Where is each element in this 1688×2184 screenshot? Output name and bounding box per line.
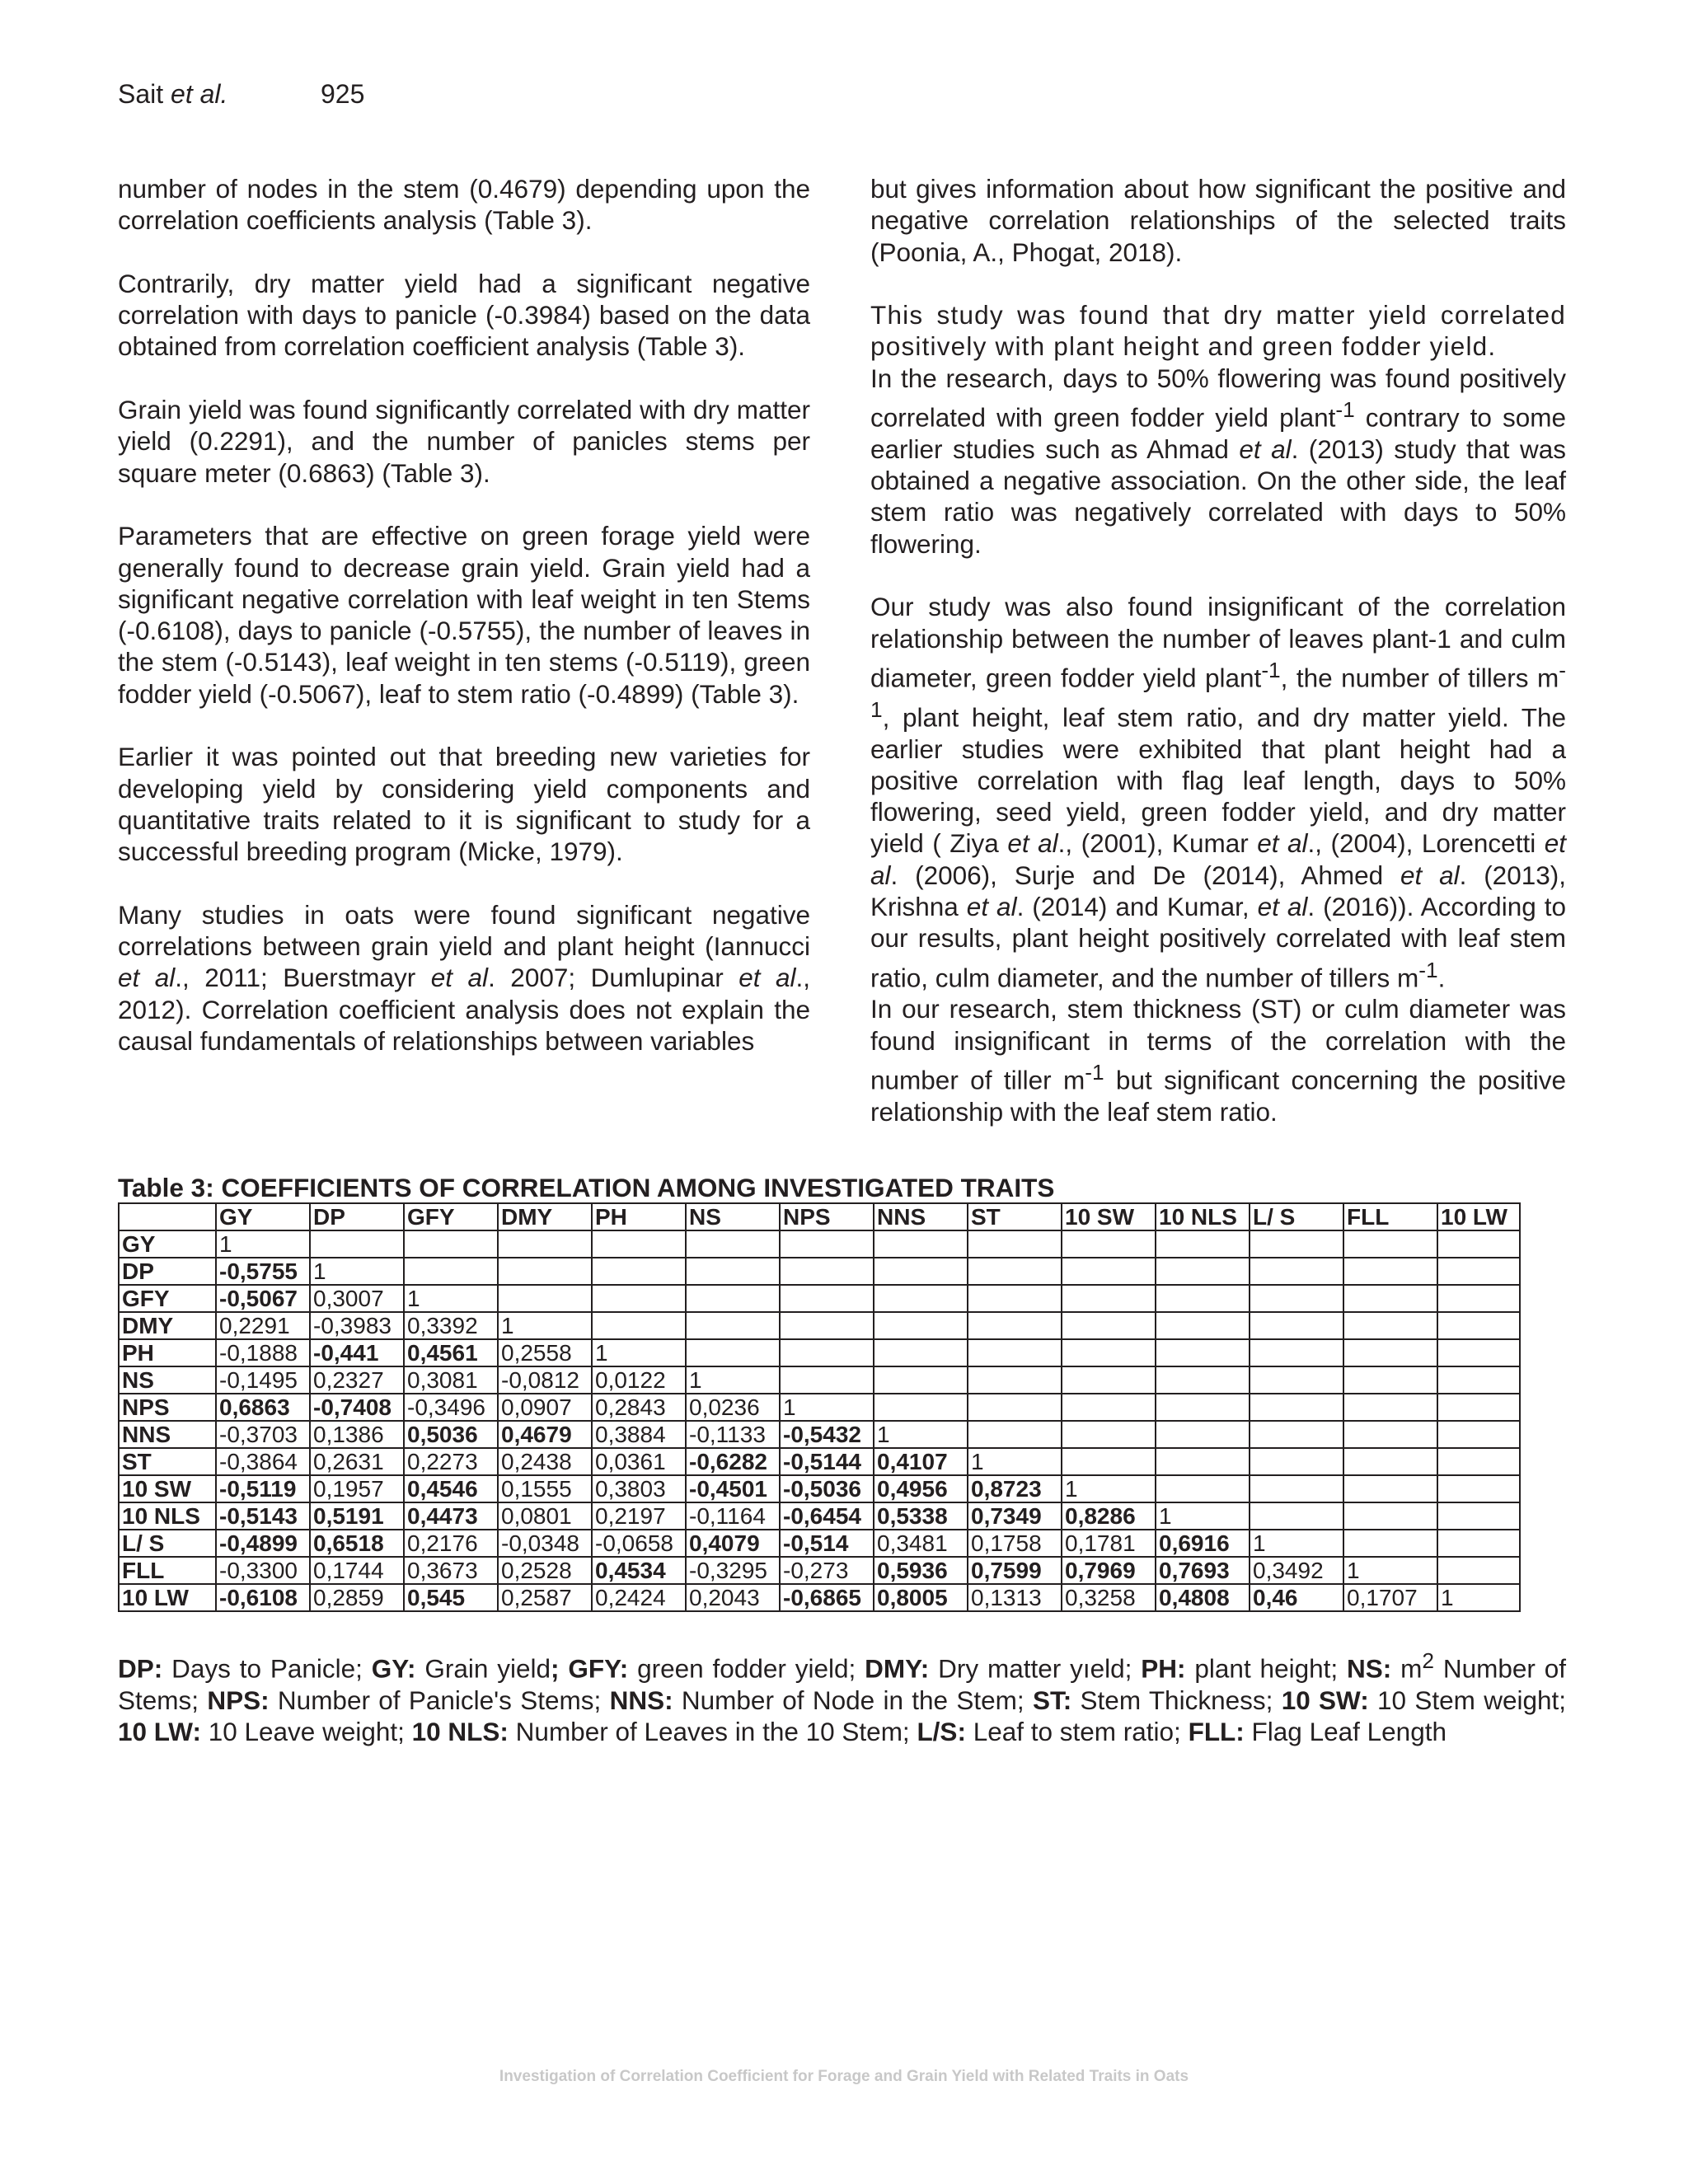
- table-cell: 1: [216, 1230, 310, 1258]
- table-cell: -0,514: [780, 1530, 874, 1557]
- table-cell: [1437, 1339, 1520, 1366]
- table-cell: 0,2273: [404, 1448, 498, 1475]
- table-column-header: L/ S: [1250, 1203, 1343, 1230]
- table-cell: [1062, 1421, 1156, 1448]
- table-cell: -0,6454: [780, 1502, 874, 1530]
- table-column-header: PH: [592, 1203, 686, 1230]
- table-cell: [1343, 1312, 1437, 1339]
- table-corner-cell: [119, 1203, 216, 1230]
- table-cell: 0,2631: [310, 1448, 404, 1475]
- table-cell: 0,4956: [874, 1475, 968, 1502]
- table-cell: 0,8286: [1062, 1502, 1156, 1530]
- running-footer: Investigation of Correlation Coefficient for Forage and Grain Yield with Related Traits in Oats: [499, 2068, 1189, 2085]
- table-cell: [404, 1230, 498, 1258]
- table-cell: 0,4079: [686, 1530, 780, 1557]
- table-cell: [310, 1230, 404, 1258]
- page-number: 925: [321, 79, 365, 109]
- table-row-header: NS: [119, 1366, 216, 1394]
- paragraph: Grain yield was found significantly correlated with dry matter yield (0.2291), and the number of panicles stems per square meter (0.6863) (Table 3).: [118, 395, 810, 488]
- table-cell: [1062, 1230, 1156, 1258]
- table-row: [119, 1557, 1520, 1584]
- table-row-header: GY: [119, 1230, 216, 1258]
- table-cell: [1156, 1339, 1250, 1366]
- table-cell: 0,2291: [216, 1312, 310, 1339]
- table-row-header: DMY: [119, 1312, 216, 1339]
- table-cell: 0,0361: [592, 1448, 686, 1475]
- table-column-header: NNS: [874, 1203, 968, 1230]
- table-cell: [1437, 1475, 1520, 1502]
- table-cell: -0,0658: [592, 1530, 686, 1557]
- table-cell: 1: [1250, 1530, 1343, 1557]
- table-row: [119, 1421, 1520, 1448]
- table-cell: [1343, 1475, 1437, 1502]
- table-cell: 1: [874, 1421, 968, 1448]
- table-cell: [1062, 1339, 1156, 1366]
- table-cell: [1437, 1421, 1520, 1448]
- table-cell: -0,5036: [780, 1475, 874, 1502]
- table-cell: -0,5119: [216, 1475, 310, 1502]
- table-header-row: [119, 1203, 1520, 1230]
- table-cell: [1437, 1285, 1520, 1312]
- table-column-header: ST: [968, 1203, 1062, 1230]
- table-cell: 0,1744: [310, 1557, 404, 1584]
- table-cell: -0,5432: [780, 1421, 874, 1448]
- table-cell: [780, 1285, 874, 1312]
- table-cell: -0,5144: [780, 1448, 874, 1475]
- table-row: [119, 1258, 1520, 1285]
- table-cell: -0,1495: [216, 1366, 310, 1394]
- table-cell: [1343, 1366, 1437, 1394]
- table-cell: [1437, 1230, 1520, 1258]
- table-row-header: PH: [119, 1339, 216, 1366]
- table-cell: 1: [310, 1258, 404, 1285]
- table-cell: [1156, 1448, 1250, 1475]
- table-cell: [780, 1366, 874, 1394]
- table-row-header: GFY: [119, 1285, 216, 1312]
- table-cell: 1: [592, 1339, 686, 1366]
- table-cell: [592, 1312, 686, 1339]
- paragraph: number of nodes in the stem (0.4679) depending upon the correlation coefficients analysis (Table 3).: [118, 174, 810, 236]
- table-cell: [686, 1230, 780, 1258]
- table-cell: [1343, 1448, 1437, 1475]
- table-cell: 0,6863: [216, 1394, 310, 1421]
- table-cell: 0,2197: [592, 1502, 686, 1530]
- table-cell: 0,1957: [310, 1475, 404, 1502]
- table-cell: 0,1781: [1062, 1530, 1156, 1557]
- table-cell: [968, 1394, 1062, 1421]
- header-author: Sait et al.: [118, 79, 228, 109]
- table-cell: -0,5067: [216, 1285, 310, 1312]
- table-cell: [592, 1258, 686, 1285]
- table-cell: 0,3673: [404, 1557, 498, 1584]
- table-cell: [686, 1339, 780, 1366]
- table-row: [119, 1230, 1520, 1258]
- table-row: [119, 1366, 1520, 1394]
- table-cell: -0,3983: [310, 1312, 404, 1339]
- table-cell: [498, 1230, 592, 1258]
- table-cell: 1: [1156, 1502, 1250, 1530]
- table-cell: 0,0236: [686, 1394, 780, 1421]
- table-cell: 0,2438: [498, 1448, 592, 1475]
- table-cell: [1062, 1366, 1156, 1394]
- table-cell: [1156, 1366, 1250, 1394]
- table-cell: [1343, 1339, 1437, 1366]
- table-cell: 0,1707: [1343, 1584, 1437, 1611]
- table-cell: 0,2528: [498, 1557, 592, 1584]
- table-cell: 0,4534: [592, 1557, 686, 1584]
- right-column: [870, 173, 1566, 1127]
- table-cell: 1: [498, 1312, 592, 1339]
- table-cell: [1250, 1475, 1343, 1502]
- table-cell: 0,3884: [592, 1421, 686, 1448]
- table-cell: 1: [1343, 1557, 1437, 1584]
- table-cell: 0,2424: [592, 1584, 686, 1611]
- table-cell: 0,0122: [592, 1366, 686, 1394]
- table-cell: [780, 1258, 874, 1285]
- table-cell: [1250, 1258, 1343, 1285]
- table-cell: -0,7408: [310, 1394, 404, 1421]
- paragraph: Many studies in oats were found significant negative correlations between grain yield and plant height (Iannucci et al., 2011; Buerstmayr et al. 2007; Dumlupinar et al., 2012). Correlation coefficient analysis does not explain the causal fundamentals of relationships between variables: [118, 899, 810, 1057]
- table-column-header: DP: [310, 1203, 404, 1230]
- table-cell: [1437, 1258, 1520, 1285]
- table-cell: [1437, 1502, 1520, 1530]
- table-cell: -0,6108: [216, 1584, 310, 1611]
- table-cell: [780, 1339, 874, 1366]
- table-cell: [592, 1285, 686, 1312]
- table-cell: [1156, 1421, 1250, 1448]
- table-row: [119, 1475, 1520, 1502]
- paragraph: In the research, days to 50% flowering was found positively correlated with green fodder yield plant$^{-1}$ contrary to some earlier studies such as Ahmad et al. (2013) study that was obtained a negative association. On the other side, the leaf stem ratio was negatively correlated with days to 50% flowering.: [870, 363, 1566, 559]
- table-cell: 0,7599: [968, 1557, 1062, 1584]
- table-column-header: FLL: [1343, 1203, 1437, 1230]
- table-cell: 0,8723: [968, 1475, 1062, 1502]
- table-cell: 0,6518: [310, 1530, 404, 1557]
- table-cell: 0,3803: [592, 1475, 686, 1502]
- table-cell: -0,5143: [216, 1502, 310, 1530]
- table-cell: 0,2558: [498, 1339, 592, 1366]
- table-row-header: NPS: [119, 1394, 216, 1421]
- table-cell: 0,2043: [686, 1584, 780, 1611]
- table-cell: [874, 1258, 968, 1285]
- table-cell: [404, 1258, 498, 1285]
- table-cell: [1156, 1394, 1250, 1421]
- table-cell: -0,1133: [686, 1421, 780, 1448]
- table-cell: [874, 1366, 968, 1394]
- table-cell: 0,5936: [874, 1557, 968, 1584]
- table-cell: 1: [1062, 1475, 1156, 1502]
- table-row: [119, 1339, 1520, 1366]
- table-cell: 0,2587: [498, 1584, 592, 1611]
- table-cell: [1437, 1530, 1520, 1557]
- table-cell: 0,2843: [592, 1394, 686, 1421]
- table-cell: [1343, 1502, 1437, 1530]
- table-cell: [1156, 1285, 1250, 1312]
- table-cell: -0,1164: [686, 1502, 780, 1530]
- table-cell: 0,3392: [404, 1312, 498, 1339]
- table-cell: 1: [780, 1394, 874, 1421]
- table-cell: [1343, 1258, 1437, 1285]
- table-cell: -0,441: [310, 1339, 404, 1366]
- table-cell: [968, 1312, 1062, 1339]
- table-cell: [1250, 1502, 1343, 1530]
- table-cell: [1437, 1312, 1520, 1339]
- table-cell: [1343, 1530, 1437, 1557]
- table-cell: [874, 1394, 968, 1421]
- table-cell: [874, 1285, 968, 1312]
- table-cell: [1250, 1285, 1343, 1312]
- table-column-header: DMY: [498, 1203, 592, 1230]
- table-cell: [1343, 1230, 1437, 1258]
- table-cell: -0,0812: [498, 1366, 592, 1394]
- table-cell: [1250, 1339, 1343, 1366]
- table-cell: 0,1555: [498, 1475, 592, 1502]
- table-cell: 0,7693: [1156, 1557, 1250, 1584]
- table-cell: 0,4679: [498, 1421, 592, 1448]
- table-title: Table 3: COEFFICIENTS OF CORRELATION AMONG INVESTIGATED TRAITS: [118, 1173, 1055, 1202]
- table-cell: [1062, 1448, 1156, 1475]
- table-cell: [968, 1366, 1062, 1394]
- table-cell: 0,1758: [968, 1530, 1062, 1557]
- table-cell: -0,3295: [686, 1557, 780, 1584]
- table-cell: 0,2327: [310, 1366, 404, 1394]
- table-cell: [968, 1230, 1062, 1258]
- table-row-header: FLL: [119, 1557, 216, 1584]
- table-row: [119, 1448, 1520, 1475]
- table-cell: 0,8005: [874, 1584, 968, 1611]
- table-column-header: 10 SW: [1062, 1203, 1156, 1230]
- paragraph: Our study was also found insignificant of the correlation relationship between the number of leaves plant-1 and culm diameter, green fodder yield plant$^{-1}$, the number of tillers $m^{-1}$, plant height, leaf stem ratio, and dry matter yield. The earlier studies were exhibited that plant height had a positive correlation with flag leaf length, days to 50% flowering, seed yield, green fodder yield, and dry matter yield ( Ziya et al., (2001), Kumar et al., (2004), Lorencetti et al. (2006), Surje and De (2014), Ahmed et al. (2013), Krishna et al. (2014) and Kumar, et al. (2016)). According to our results, plant height positively correlated with leaf stem ratio, culm diameter, and the number of tillers $m^{-1}$.: [870, 592, 1566, 993]
- table-cell: -0,0348: [498, 1530, 592, 1557]
- table-cell: [968, 1258, 1062, 1285]
- table-column-header: 10 NLS: [1156, 1203, 1250, 1230]
- table-cell: [1250, 1448, 1343, 1475]
- table-cell: -0,3864: [216, 1448, 310, 1475]
- paragraph: Contrarily, dry matter yield had a significant negative correlation with days to panicle (-0.3984) based on the data obtained from correlation coefficient analysis (Table 3).: [118, 268, 810, 362]
- paragraph: In our research, stem thickness (ST) or culm diameter was found insignificant in terms of the correlation with the number of tiller $m^{-1}$ but significant concerning the positive relationship with the leaf stem ratio.: [870, 994, 1566, 1127]
- table-row-header: ST: [119, 1448, 216, 1475]
- table-cell: [1062, 1258, 1156, 1285]
- table-cell: 0,3081: [404, 1366, 498, 1394]
- table-cell: [1437, 1394, 1520, 1421]
- table-cell: [1437, 1366, 1520, 1394]
- table-cell: [1250, 1230, 1343, 1258]
- table-cell: 0,3258: [1062, 1584, 1156, 1611]
- table-cell: [1156, 1312, 1250, 1339]
- table-row: [119, 1394, 1520, 1421]
- table-cell: 0,3481: [874, 1530, 968, 1557]
- table-cell: [780, 1312, 874, 1339]
- paragraph: but gives information about how significant the positive and negative correlation relationships of the selected traits (Poonia, A., Phogat, 2018).: [870, 174, 1566, 267]
- table-cell: -0,3496: [404, 1394, 498, 1421]
- table-cell: [1062, 1285, 1156, 1312]
- running-header: [118, 79, 364, 110]
- table-cell: 0,4808: [1156, 1584, 1250, 1611]
- table-cell: [1343, 1285, 1437, 1312]
- table-column-header: 10 LW: [1437, 1203, 1520, 1230]
- table-column-header: NS: [686, 1203, 780, 1230]
- table-cell: [874, 1230, 968, 1258]
- table-cell: -0,6282: [686, 1448, 780, 1475]
- table-cell: 0,5036: [404, 1421, 498, 1448]
- table-row-header: L/ S: [119, 1530, 216, 1557]
- table-row: [119, 1285, 1520, 1312]
- table-cell: 0,2176: [404, 1530, 498, 1557]
- table-cell: 1: [404, 1285, 498, 1312]
- left-column: [118, 173, 810, 1057]
- table-cell: -0,4899: [216, 1530, 310, 1557]
- paragraph: This study was found that dry matter yield correlated positively with plant height and green fodder yield.: [870, 300, 1566, 362]
- table-cell: 0,7969: [1062, 1557, 1156, 1584]
- table-cell: 0,7349: [968, 1502, 1062, 1530]
- table-cell: 0,4561: [404, 1339, 498, 1366]
- table-row: [119, 1584, 1520, 1611]
- table-cell: [968, 1285, 1062, 1312]
- table-cell: 0,1386: [310, 1421, 404, 1448]
- table-cell: [968, 1339, 1062, 1366]
- table-cell: 0,2859: [310, 1584, 404, 1611]
- table-cell: 0,545: [404, 1584, 498, 1611]
- table-row: [119, 1502, 1520, 1530]
- table-row-header: DP: [119, 1258, 216, 1285]
- table-cell: 1: [968, 1448, 1062, 1475]
- table-cell: [968, 1421, 1062, 1448]
- table-cell: [1343, 1394, 1437, 1421]
- table-cell: 0,6916: [1156, 1530, 1250, 1557]
- table-cell: -0,5755: [216, 1258, 310, 1285]
- table-cell: -0,3703: [216, 1421, 310, 1448]
- table-cell: [1437, 1448, 1520, 1475]
- table-cell: [686, 1258, 780, 1285]
- table-row: [119, 1312, 1520, 1339]
- paragraph: Parameters that are effective on green forage yield were generally found to decrease grain yield. Grain yield had a significant negative correlation with leaf weight in ten Stems (-0.6108), days to panicle (-0.5755), the number of leaves in the stem (-0.5143), leaf weight in ten stems (-0.5119), green fodder yield (-0.5067), leaf to stem ratio (-0.4899) (Table 3).: [118, 521, 810, 709]
- table-cell: 0,1313: [968, 1584, 1062, 1611]
- table-cell: -0,6865: [780, 1584, 874, 1611]
- table-cell: [1343, 1421, 1437, 1448]
- table-row-header: 10 SW: [119, 1475, 216, 1502]
- table-cell: 0,4473: [404, 1502, 498, 1530]
- table-row-header: 10 LW: [119, 1584, 216, 1611]
- table-cell: [1250, 1421, 1343, 1448]
- table-cell: [1062, 1394, 1156, 1421]
- table-cell: [874, 1339, 968, 1366]
- table-cell: -0,3300: [216, 1557, 310, 1584]
- table-cell: [1250, 1394, 1343, 1421]
- table-cell: 0,0801: [498, 1502, 592, 1530]
- table-cell: [592, 1230, 686, 1258]
- table-cell: -0,273: [780, 1557, 874, 1584]
- table-cell: [686, 1285, 780, 1312]
- table-cell: [1156, 1258, 1250, 1285]
- table-cell: 0,5338: [874, 1502, 968, 1530]
- table-cell: [1156, 1230, 1250, 1258]
- table-column-header: GY: [216, 1203, 310, 1230]
- table-cell: 0,4107: [874, 1448, 968, 1475]
- paragraph: Earlier it was pointed out that breeding new varieties for developing yield by considering yield components and quantitative traits related to it is significant to study for a successful breeding program (Micke, 1979).: [118, 742, 810, 867]
- table-legend: DP: Days to Panicle; GY: Grain yield; GFY: green fodder yield; DMY: Dry matter yıeld; PH: plant height; NS: $m^2$ Number of Stems; NPS: Number of Panicle's Stems; NNS: Number of Node in the Stem; ST: Stem Thickness; 10 SW: 10 Stem weight; 10 LW: 10 Leave weight; 10 NLS: Number of Leaves in the 10 Stem; L/S: Leaf to stem ratio; FLL: Flag Leaf Length: [118, 1648, 1567, 1747]
- table-column-header: NPS: [780, 1203, 874, 1230]
- correlation-table: [118, 1202, 1521, 1612]
- table-row-header: 10 NLS: [119, 1502, 216, 1530]
- table-cell: 1: [686, 1366, 780, 1394]
- table-cell: [780, 1230, 874, 1258]
- table-cell: 0,4546: [404, 1475, 498, 1502]
- table-cell: [1250, 1366, 1343, 1394]
- table-cell: [686, 1312, 780, 1339]
- table-cell: 1: [1437, 1584, 1520, 1611]
- table-cell: -0,4501: [686, 1475, 780, 1502]
- table-cell: 0,0907: [498, 1394, 592, 1421]
- table-row-header: NNS: [119, 1421, 216, 1448]
- table-column-header: GFY: [404, 1203, 498, 1230]
- table-cell: [1156, 1475, 1250, 1502]
- table-cell: [498, 1258, 592, 1285]
- table-cell: 0,3492: [1250, 1557, 1343, 1584]
- table-cell: 0,3007: [310, 1285, 404, 1312]
- table-cell: [1250, 1312, 1343, 1339]
- table-cell: -0,1888: [216, 1339, 310, 1366]
- table-cell: [498, 1285, 592, 1312]
- table-cell: 0,5191: [310, 1502, 404, 1530]
- table-row: [119, 1530, 1520, 1557]
- table-cell: [1062, 1312, 1156, 1339]
- table-cell: 0,46: [1250, 1584, 1343, 1611]
- table-cell: [1437, 1557, 1520, 1584]
- table-cell: [874, 1312, 968, 1339]
